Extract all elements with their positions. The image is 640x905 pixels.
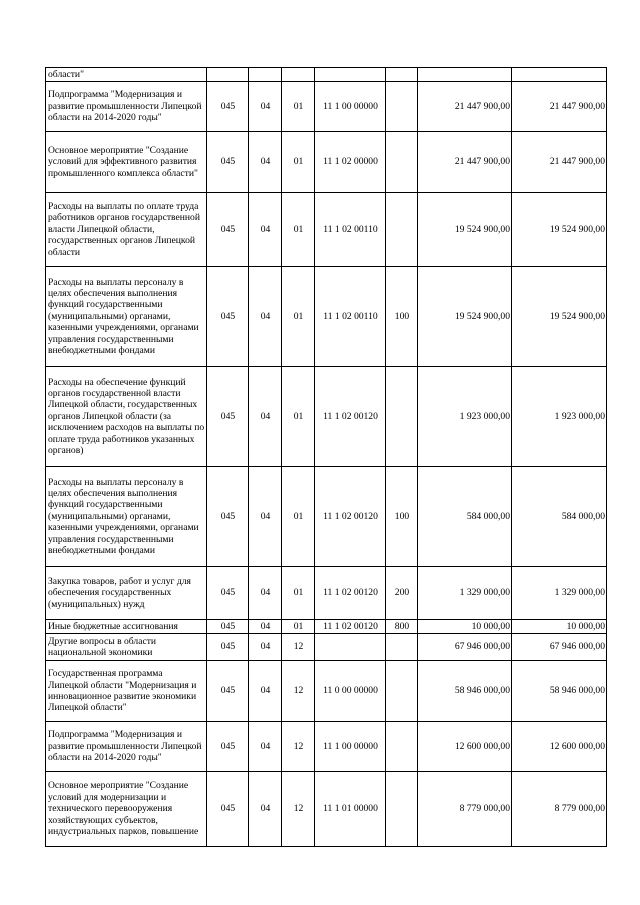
row-sum-1: 1 329 000,00 xyxy=(418,567,512,620)
row-section-code: 04 xyxy=(249,661,282,722)
row-target-code xyxy=(315,68,386,82)
row-expense-type xyxy=(386,634,418,661)
row-name: Иные бюджетные ассигнования xyxy=(46,620,207,634)
table-row xyxy=(46,367,607,467)
row-target-code: 11 1 02 00000 xyxy=(315,132,386,193)
row-subsection-code: 01 xyxy=(282,132,315,193)
row-sum-2: 19 524 900,00 xyxy=(512,267,607,367)
row-name: Расходы на выплаты по оплате труда работников органов государственной власти Липецкой области, государственных органов Липецкой области xyxy=(46,193,207,267)
row-admin-code xyxy=(207,68,249,82)
row-target-code: 11 1 02 00120 xyxy=(315,467,386,567)
row-target-code: 11 1 02 00120 xyxy=(315,620,386,634)
row-name: Расходы на обеспечение функций органов государственной власти Липецкой области, государственных органов Липецкой области (за исключением расходов на выплаты по оплате труда работников указанных органов) xyxy=(46,367,207,467)
table-row xyxy=(46,68,607,82)
row-admin-code: 045 xyxy=(207,567,249,620)
row-target-code: 11 1 02 00110 xyxy=(315,267,386,367)
row-expense-type xyxy=(386,68,418,82)
row-section-code: 04 xyxy=(249,467,282,567)
row-sum-2: 19 524 900,00 xyxy=(512,193,607,267)
budget-table xyxy=(45,67,607,847)
table-row xyxy=(46,722,607,772)
row-section-code: 04 xyxy=(249,267,282,367)
row-section-code: 04 xyxy=(249,722,282,772)
row-sum-1: 8 779 000,00 xyxy=(418,772,512,847)
row-subsection-code: 12 xyxy=(282,722,315,772)
row-subsection-code: 01 xyxy=(282,82,315,132)
row-name: Другие вопросы в области национальной экономики xyxy=(46,634,207,661)
row-admin-code: 045 xyxy=(207,620,249,634)
row-expense-type xyxy=(386,367,418,467)
row-name: Подпрограмма "Модернизация и развитие промышленности Липецкой области на 2014-2020 годы" xyxy=(46,82,207,132)
row-subsection-code: 01 xyxy=(282,193,315,267)
row-section-code: 04 xyxy=(249,620,282,634)
row-target-code: 11 1 02 00120 xyxy=(315,567,386,620)
row-sum-1: 58 946 000,00 xyxy=(418,661,512,722)
row-expense-type xyxy=(386,661,418,722)
row-admin-code: 045 xyxy=(207,722,249,772)
row-target-code: 11 1 02 00120 xyxy=(315,367,386,467)
row-admin-code: 045 xyxy=(207,467,249,567)
row-section-code: 04 xyxy=(249,132,282,193)
row-name: Государственная программа Липецкой области "Модернизация и инновационное развитие экономики Липецкой области" xyxy=(46,661,207,722)
row-name: Основное мероприятие "Создание условий для эффективного развития промышленного комплекса области" xyxy=(46,132,207,193)
table-row xyxy=(46,267,607,367)
table-row xyxy=(46,620,607,634)
row-admin-code: 045 xyxy=(207,634,249,661)
row-expense-type xyxy=(386,82,418,132)
row-section-code xyxy=(249,68,282,82)
row-sum-1: 12 600 000,00 xyxy=(418,722,512,772)
row-admin-code: 045 xyxy=(207,267,249,367)
row-name: Основное мероприятие "Создание условий для модернизации и технического перевооружения хозяйствующих субъектов, индустриальных парков, повышение xyxy=(46,772,207,847)
row-sum-2: 1 923 000,00 xyxy=(512,367,607,467)
row-sum-1: 21 447 900,00 xyxy=(418,132,512,193)
table-row xyxy=(46,661,607,722)
table-row xyxy=(46,82,607,132)
row-target-code: 11 1 02 00110 xyxy=(315,193,386,267)
row-sum-2: 584 000,00 xyxy=(512,467,607,567)
row-sum-2 xyxy=(512,68,607,82)
row-expense-type: 200 xyxy=(386,567,418,620)
table-row xyxy=(46,634,607,661)
row-subsection-code: 01 xyxy=(282,267,315,367)
table-row xyxy=(46,467,607,567)
row-target-code: 11 0 00 00000 xyxy=(315,661,386,722)
row-target-code xyxy=(315,634,386,661)
row-sum-1: 10 000,00 xyxy=(418,620,512,634)
row-name: Закупка товаров, работ и услуг для обеспечения государственных (муниципальных) нужд xyxy=(46,567,207,620)
row-subsection-code: 01 xyxy=(282,367,315,467)
row-expense-type: 100 xyxy=(386,467,418,567)
row-sum-1: 584 000,00 xyxy=(418,467,512,567)
row-sum-2: 12 600 000,00 xyxy=(512,722,607,772)
table-row xyxy=(46,193,607,267)
row-expense-type: 100 xyxy=(386,267,418,367)
row-target-code: 11 1 01 00000 xyxy=(315,772,386,847)
row-sum-1: 1 923 000,00 xyxy=(418,367,512,467)
row-subsection-code: 01 xyxy=(282,620,315,634)
row-name: области" xyxy=(46,68,207,82)
row-target-code: 11 1 00 00000 xyxy=(315,82,386,132)
row-expense-type xyxy=(386,132,418,193)
row-subsection-code: 01 xyxy=(282,567,315,620)
row-name: Расходы на выплаты персоналу в целях обеспечения выполнения функций государственными (муниципальными) органами, казенными учреждениями, органами управления государственными внебюджетными фондами xyxy=(46,267,207,367)
row-section-code: 04 xyxy=(249,193,282,267)
table-row xyxy=(46,132,607,193)
row-subsection-code: 12 xyxy=(282,661,315,722)
row-sum-1 xyxy=(418,68,512,82)
row-sum-2: 1 329 000,00 xyxy=(512,567,607,620)
row-expense-type xyxy=(386,193,418,267)
row-sum-2: 21 447 900,00 xyxy=(512,82,607,132)
row-admin-code: 045 xyxy=(207,661,249,722)
row-sum-2: 58 946 000,00 xyxy=(512,661,607,722)
row-sum-1: 21 447 900,00 xyxy=(418,82,512,132)
table-row xyxy=(46,567,607,620)
row-sum-2: 8 779 000,00 xyxy=(512,772,607,847)
row-section-code: 04 xyxy=(249,567,282,620)
row-subsection-code: 01 xyxy=(282,467,315,567)
row-expense-type: 800 xyxy=(386,620,418,634)
row-name: Расходы на выплаты персоналу в целях обеспечения выполнения функций государственными (муниципальными) органами, казенными учреждениями, органами управления государственными внебюджетными фондами xyxy=(46,467,207,567)
row-admin-code: 045 xyxy=(207,82,249,132)
row-subsection-code: 12 xyxy=(282,772,315,847)
row-admin-code: 045 xyxy=(207,367,249,467)
row-section-code: 04 xyxy=(249,634,282,661)
row-section-code: 04 xyxy=(249,82,282,132)
row-expense-type xyxy=(386,722,418,772)
row-expense-type xyxy=(386,772,418,847)
row-section-code: 04 xyxy=(249,772,282,847)
row-target-code: 11 1 00 00000 xyxy=(315,722,386,772)
row-sum-2: 10 000,00 xyxy=(512,620,607,634)
row-admin-code: 045 xyxy=(207,132,249,193)
table-row xyxy=(46,772,607,847)
budget-table-body xyxy=(46,68,607,847)
row-sum-2: 21 447 900,00 xyxy=(512,132,607,193)
row-subsection-code: 12 xyxy=(282,634,315,661)
row-sum-1: 67 946 000,00 xyxy=(418,634,512,661)
row-section-code: 04 xyxy=(249,367,282,467)
row-admin-code: 045 xyxy=(207,193,249,267)
row-admin-code: 045 xyxy=(207,772,249,847)
row-sum-1: 19 524 900,00 xyxy=(418,193,512,267)
row-sum-2: 67 946 000,00 xyxy=(512,634,607,661)
row-name: Подпрограмма "Модернизация и развитие промышленности Липецкой области на 2014-2020 годы" xyxy=(46,722,207,772)
row-sum-1: 19 524 900,00 xyxy=(418,267,512,367)
row-subsection-code xyxy=(282,68,315,82)
